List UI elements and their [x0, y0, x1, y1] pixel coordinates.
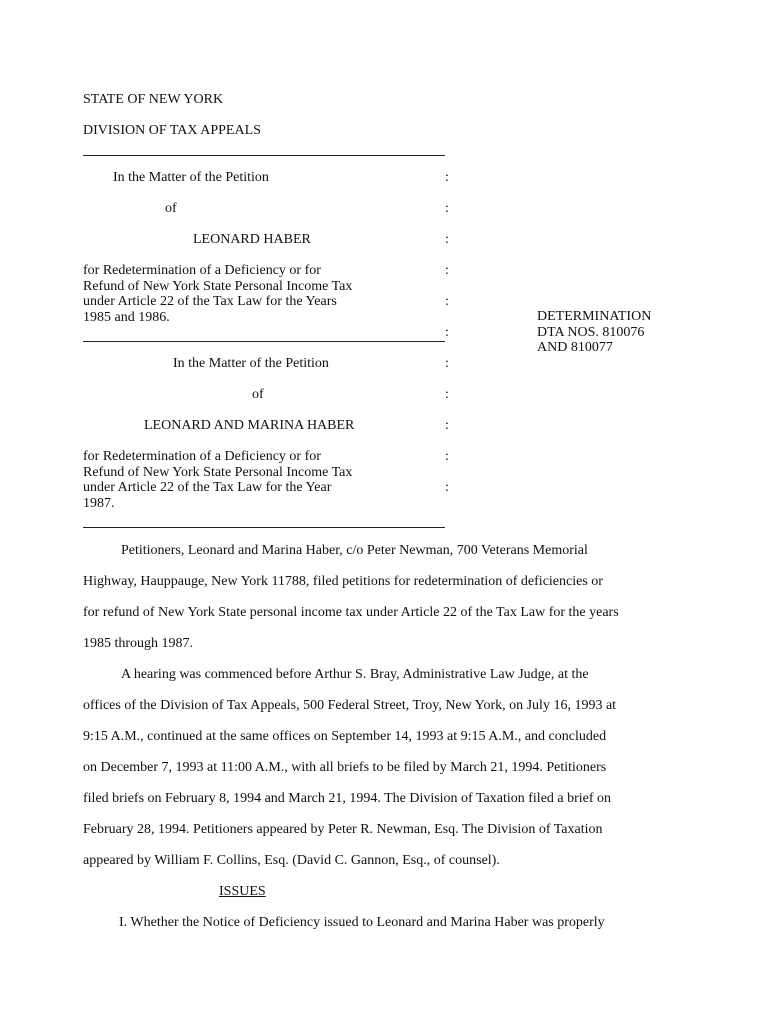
caption2-line: for Redetermination of a Deficiency or for	[83, 449, 321, 464]
body-line: Petitioners, Leonard and Marina Haber, c/o Peter Newman, 700 Veterans Memorial	[121, 543, 588, 558]
body-line: on December 7, 1993 at 11:00 A.M., with all briefs to be filed by March 21, 1994. Petitioners	[83, 760, 607, 775]
caption1-line: for Redetermination of a Deficiency or for	[83, 263, 321, 278]
body-line: offices of the Division of Tax Appeals, 500 Federal Street, Troy, New York, on July 16, 1993 at	[83, 698, 617, 713]
caption-colon: :	[445, 418, 449, 433]
caption1-petitioner-name: LEONARD HABER	[193, 232, 311, 247]
caption-colon: :	[445, 232, 449, 247]
body-line: 9:15 A.M., continued at the same offices on September 14, 1993 at 9:15 A.M., and concluded	[83, 729, 607, 744]
body-line: filed briefs on February 8, 1994 and March 21, 1994. The Division of Taxation filed a brief on	[83, 791, 612, 806]
caption1-line: Refund of New York State Personal Income Tax	[83, 278, 353, 294]
caption-rule-middle	[83, 341, 445, 342]
caption1-description	[83, 263, 352, 325]
caption1-line: under Article 22 of the Tax Law for the Years	[83, 294, 337, 309]
issue-one: I. Whether the Notice of Deficiency issued to Leonard and Marina Haber was properly	[119, 915, 605, 930]
issues-heading: ISSUES	[219, 884, 266, 899]
caption2-description	[83, 449, 352, 511]
caption-rule-top	[83, 155, 445, 156]
caption2-line: Refund of New York State Personal Income Tax	[83, 464, 353, 480]
caption-colon: :	[445, 294, 449, 309]
caption1-of: of	[165, 201, 177, 216]
caption-colon: :	[445, 356, 449, 371]
caption2-matter: In the Matter of the Petition	[173, 356, 329, 371]
body-line: A hearing was commenced before Arthur S. Bray, Administrative Law Judge, at the	[121, 667, 589, 682]
division-heading: DIVISION OF TAX APPEALS	[83, 123, 261, 138]
caption2-of: of	[252, 387, 264, 402]
determination-block	[537, 309, 651, 356]
caption2-line: 1987.	[83, 495, 115, 511]
caption-colon: :	[445, 263, 449, 278]
caption-colon: :	[445, 201, 449, 216]
body-line: appeared by William F. Collins, Esq. (David C. Gannon, Esq., of counsel).	[83, 853, 500, 868]
caption1-line: 1985 and 1986.	[83, 309, 170, 325]
body-line: Highway, Hauppauge, New York 11788, filed petitions for redetermination of deficiencies or	[83, 574, 603, 589]
state-heading: STATE OF NEW YORK	[83, 92, 224, 107]
caption2-petitioner-name: LEONARD AND MARINA HABER	[144, 418, 355, 433]
body-line: 1985 through 1987.	[83, 636, 194, 651]
body-line: February 28, 1994. Petitioners appeared by Peter R. Newman, Esq. The Division of Taxation	[83, 822, 603, 837]
body-line: for refund of New York State personal income tax under Article 22 of the Tax Law for the years	[83, 605, 619, 620]
caption2-line: under Article 22 of the Tax Law for the Year	[83, 480, 332, 495]
caption-colon: :	[445, 480, 449, 495]
caption-colon: :	[445, 170, 449, 185]
caption-rule-bottom	[83, 527, 445, 528]
caption-colon: :	[445, 449, 449, 464]
caption-colon: :	[445, 325, 449, 340]
determination-title: DETERMINATION	[537, 309, 652, 324]
dta-numbers-continued: AND 810077	[537, 340, 613, 355]
dta-numbers: DTA NOS. 810076	[537, 324, 645, 340]
caption-colon: :	[445, 387, 449, 402]
caption1-matter: In the Matter of the Petition	[113, 170, 269, 185]
